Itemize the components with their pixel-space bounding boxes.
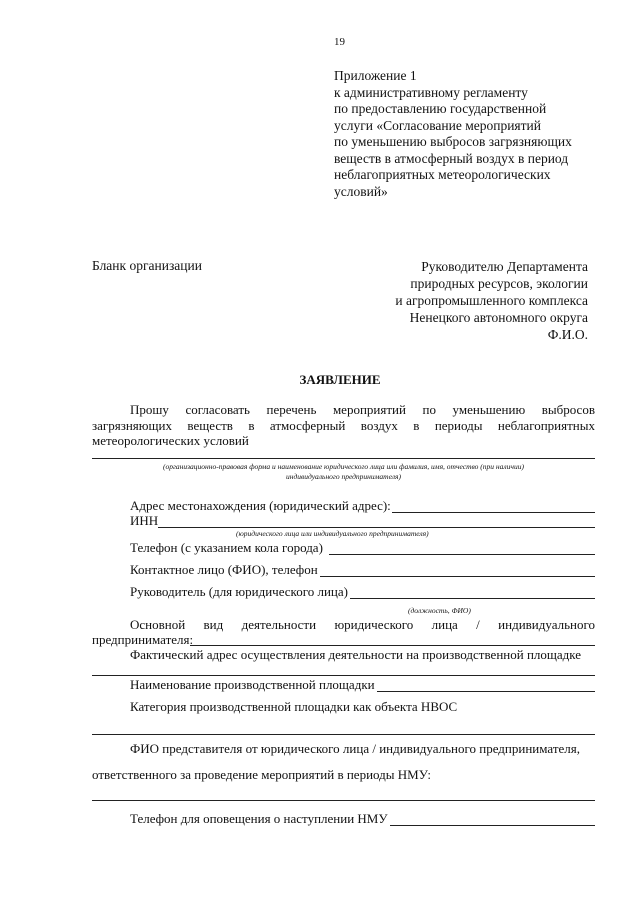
phone-label: Телефон (с указанием кола города)	[130, 540, 323, 555]
activity-line-2: предпринимателя:	[92, 632, 194, 647]
appendix-line: по уменьшению выбросов загрязняющих	[334, 134, 572, 149]
appendix-line: веществ в атмосферный воздух в период	[334, 150, 569, 166]
head-field[interactable]	[350, 598, 595, 599]
intro-word: неблагоприятных	[497, 418, 595, 433]
activity-word: индивидуального	[498, 617, 595, 632]
intro-line-1	[130, 402, 595, 418]
intro-word: выбросов	[541, 402, 595, 417]
appendix-line: к административному регламенту	[334, 84, 528, 100]
activity-word: Основной	[130, 617, 186, 632]
intro-word: атмосферный	[269, 418, 346, 433]
intro-word: периоды	[434, 418, 483, 433]
inn-field[interactable]	[158, 527, 595, 528]
activity-word: лица	[431, 617, 458, 632]
site-name-field[interactable]	[377, 691, 595, 692]
actual-address-field[interactable]	[92, 675, 595, 676]
intro-line-3: метеорологических условий	[92, 433, 249, 448]
address-label: Адрес местонахождения (юридический адрес):	[130, 498, 391, 513]
activity-line-1	[130, 617, 595, 633]
inn-hint: (юридического лица или индивидуального предпринимателя)	[236, 529, 429, 538]
addressee-line: природных ресурсов, экологии	[410, 276, 588, 291]
appendix-line: по предоставлению государственной	[334, 101, 547, 116]
representative-field[interactable]	[92, 800, 595, 801]
appendix-line: Приложение 1	[334, 68, 417, 83]
appendix-line: услуги «Согласование мероприятий	[334, 117, 541, 133]
address-field[interactable]	[392, 512, 595, 513]
activity-word: /	[476, 617, 480, 632]
intro-line-2	[92, 418, 595, 434]
intro-word: по	[422, 402, 436, 417]
alert-phone-label: Телефон для оповещения о наступлении НМУ	[130, 811, 388, 826]
organization-name-line[interactable]	[92, 458, 595, 459]
blank-label: Бланк организации	[92, 258, 202, 273]
appendix-line: неблагоприятных метеорологических	[334, 167, 551, 182]
alert-phone-field[interactable]	[390, 825, 595, 826]
site-category-label: Категория производственной площадки как объекта НВОС	[130, 699, 458, 714]
addressee-line: и агропромышленного комплекса	[395, 293, 588, 308]
site-name-label: Наименование производственной площадки	[130, 677, 375, 692]
intro-word: мероприятий	[332, 402, 406, 417]
document-title: ЗАЯВЛЕНИЕ	[299, 372, 381, 387]
appendix-block	[334, 68, 572, 200]
contact-label: Контактное лицо (ФИО), телефон	[130, 562, 318, 577]
activity-word: вид	[203, 617, 224, 632]
representative-line-1: ФИО представителя от юридического лица / индивидуального предпринимателя,	[130, 741, 580, 756]
intro-word: в	[413, 418, 420, 433]
intro-word: уменьшению	[452, 402, 526, 417]
head-label: Руководитель (для юридического лица)	[130, 584, 348, 599]
activity-field[interactable]	[190, 645, 595, 646]
site-category-field[interactable]	[92, 734, 595, 735]
intro-word: веществ	[187, 418, 233, 433]
addressee-line: Ф.И.О.	[547, 327, 588, 342]
actual-address-label: Фактический адрес осуществления деятельности на производственной площадке	[130, 647, 582, 662]
contact-field[interactable]	[320, 576, 595, 577]
intro-word: в	[248, 418, 255, 433]
head-hint: (должность, ФИО)	[408, 606, 471, 615]
intro-word: Прошу	[130, 402, 169, 417]
activity-word: юридического	[334, 617, 414, 632]
inn-label: ИНН	[130, 513, 159, 528]
phone-field[interactable]	[329, 554, 595, 555]
page-number: 19	[334, 36, 345, 48]
addressee-line: Руководителю Департамента	[421, 259, 588, 274]
addressee-line: Ненецкого автономного округа	[409, 310, 588, 325]
organization-hint-2: индивидуального предпринимателя)	[285, 472, 401, 481]
intro-word: согласовать	[185, 402, 250, 417]
activity-word: деятельности	[241, 617, 317, 632]
appendix-line: условий»	[334, 183, 388, 199]
addressee-block	[395, 258, 588, 343]
intro-word: загрязняющих	[92, 418, 172, 433]
intro-word: воздух	[360, 418, 398, 433]
intro-word: перечень	[266, 402, 317, 417]
organization-hint-1: (организационно-правовая форма и наименование юридического лица или фамилия, имя, отчество (при наличии)	[162, 462, 524, 471]
representative-line-2: ответственного за проведение мероприятий в периоды НМУ:	[92, 767, 432, 782]
